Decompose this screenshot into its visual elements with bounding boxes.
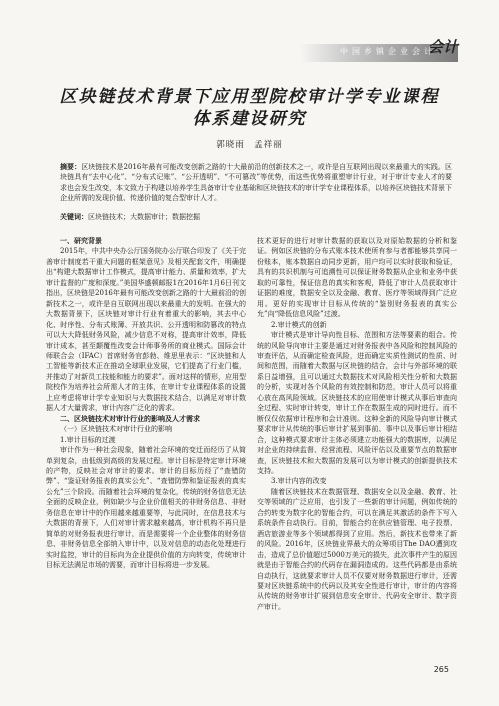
keywords xyxy=(60,212,452,222)
paragraph: 技术更好的进行对审计数据的获取以及对原始数据的分析和鉴证。例如区块链的分布式账本技术使所有参与者都能够共享同一份账本，账本数据自动同步更新，用户均可以实时获取和验证，具有的共识机制与可追溯性可以保证财务数据从企业和业务中获取的可靠性，保证信息的真实和客观，降低了审计人员获取审计证据的难度，数据安全以及金融、教育、医疗等领域得到广泛应用。更好的实现审计目标从传统的“鉴别财务报表的真实公允”向“降低信息风险”过渡。 xyxy=(257,237,457,319)
paragraph: 随着区块链技术在数据管理、数据安全以及金融、教育、社交等领域的广泛应用，也引发了一些新的审计问题，例如传统的合约转变为数字化的智能合约，可以在满足其激活的条件下写入系统条件自动执行。目前，智能合约在供应链管理、电子投票、酒店旅游业等多个领域都得到了应用。然后，新技术也带来了新的风险。2016年，区块链业界最大的众筹项目The DAO遭到攻击，造成了总价值超过5000万美元的损失，此次事件产生的原因就是由于智能合约的代码存在漏洞造成的。这些代码都是由系统自动执行，这就要求审计人员不仅要对财务数据进行审计，还需要对区块链系统中的代码以及其安全性进行审计，审计的内容将从传统的财务审计扩展到信息安全审计、代码安全审计、数字资产审计。 xyxy=(257,487,457,611)
article-title-line-2: 体系建设研究 xyxy=(192,109,307,129)
left-column xyxy=(46,236,246,571)
keywords-label: 关键词： xyxy=(60,212,88,221)
journal-logo: 会计 xyxy=(428,38,459,56)
paragraph: 2015年，中共中央办公厅国务院办公厅联合印发了《关于完善审计制度若干重大问题的框架意见》及相关配套文件，明确提出“构建大数据审计工作模式，提高审计能力、质量和效率，扩大审计监督的广度和深度。”美国华盛顿邮报1在2016年1月6日刊文指出，区块链是2016年最有可能改变创新之路的十大最前沿的创新技术之一，或许是自互联网出现以来最重大的发明。在强大的大数据背景下，区块链对审计行业有着重大的影响，其去中心化、时序性、分布式账簿、开放共识、公开透明和防篡改的特点可以大大降低财务风险，减少信息不对称，提高审计效率，降低审计成本，甚至颠覆性改变会计师事务所的商业模式。国际会计师联合会（IFAC）首席财务官彭勃、维思里表示：“区块链和人工智能等新技术正在推动全球职业发展，它们提高了行业门槛，并推动了对新员工技能和能力的要求”。面对这样的情形，应用型院校作为培养社会所需人才的主体，在审计专业课程体系的设置上应考虑将审计学专业知识与大数据技术结合，以满足对审计数据人才大量需求，审计内容广泛化的需求。 xyxy=(46,247,246,413)
authors: 郭晓雨 孟祥丽 xyxy=(216,140,283,150)
subsection-heading: 2.审计模式的创新 xyxy=(271,320,327,329)
article-title-line-1: 区块链技术背景下应用型院校审计学专业课程 xyxy=(59,87,440,107)
abstract-text: 区块链技术是2016年最有可能改变创新之路的十大最前沿的创新技术之一，或许是自互联网出现以来最重大的实践。区块链具有“去中心化”、“分布式记账”、“公开透明”、“不可篡改”等优势，而这些优势将重塑审计行业，对于审计专业人才的要求也会发生改变，本文致力于构建以培养学生具备审计专业基础和区块链技术的审计学专业课程体系，以培养区块链技术背景下企业所需的发现价值、传递价值的复合型审计人才。 xyxy=(60,163,452,203)
abstract xyxy=(60,162,452,204)
journal-name: 中国乡镇企业会计 xyxy=(340,47,436,56)
section-heading: 二、区块链技术对审计行业的影响及人才需求 xyxy=(60,413,200,423)
subsection-heading: 3.审计内容的改变 xyxy=(271,477,327,486)
section-heading: 一、研究背景 xyxy=(60,236,102,245)
paragraph: 审计模式是审计导向性目标、范围和方法等要素的组合。传统的风险导向审计主要是通过对财务报表中各风险和控制风险的审查评估，从而确定检查风险，进而确定实质性测试的性质、时间和范围，而随着大数据与区块链的结合，会计与外部环境的联系日益增强，且可以通过大数据技术对风险相关性分析和大数据的分析，实现对各个风险的有效控制和防范，审计人员可以将重心放在高风险领域。区块链技术的应用使审计模式从事后审查向全过程、实时审计转变，审计工作在数据生成的同时进行。而不断仅仅依据审计程序和会计准则。这种全新的风险导向审计模式要求审计从传统的事后审计扩展到事前、事中以及事后审计相结合，这种模式要求审计主体必须建立功能强大的数据库，以满足对企业的持续监督、经营流程、风险评估以及重要节点的数据审查，区块链技术和大数据的发展可以为审计模式的创新提供技术支持。 xyxy=(257,331,457,475)
abstract-label: 摘要： xyxy=(60,162,82,171)
subsection-heading: 1.审计目标的过渡 xyxy=(60,435,116,444)
subsection-heading: （一）区块链技术对审计行业的影响 xyxy=(60,425,172,434)
page-number: 265 xyxy=(433,665,449,674)
right-column xyxy=(257,236,457,612)
paragraph: 审计作为一种社会现象，随着社会环境的变迁而经历了从简单到复杂，由低级到高级的发展过程。审计目标是特定审计环境的产物，反映社会对审计的要求。审计的目标历经了“查错防弊”、“鉴证财务报表的真实公允”、“查错防弊和鉴证报表的真实公允”三个阶段。而随着社会环境的复杂化，传统的财务信息无法全面的反映企业，例如缺少与企业价值相关的非财务信息、非财务信息在审计中的作用越来越重要等，与此同时，在信息技术与大数据的背景下，人们对审计需求越来越高，审计机构不再只是简单的对财务报表进行审计，而是需要将一个企业整体的财务信息、非财务信息全部纳入审计中，以及对信息的动态化处理进行实时监控，审计的目标向为企业提供价值的方向转变，传统审计目标无法满足市场的需要，而审计目标将进一步发展。 xyxy=(46,446,246,570)
keywords-text: 区块链技术；大数据审计；数据挖掘 xyxy=(88,213,200,221)
